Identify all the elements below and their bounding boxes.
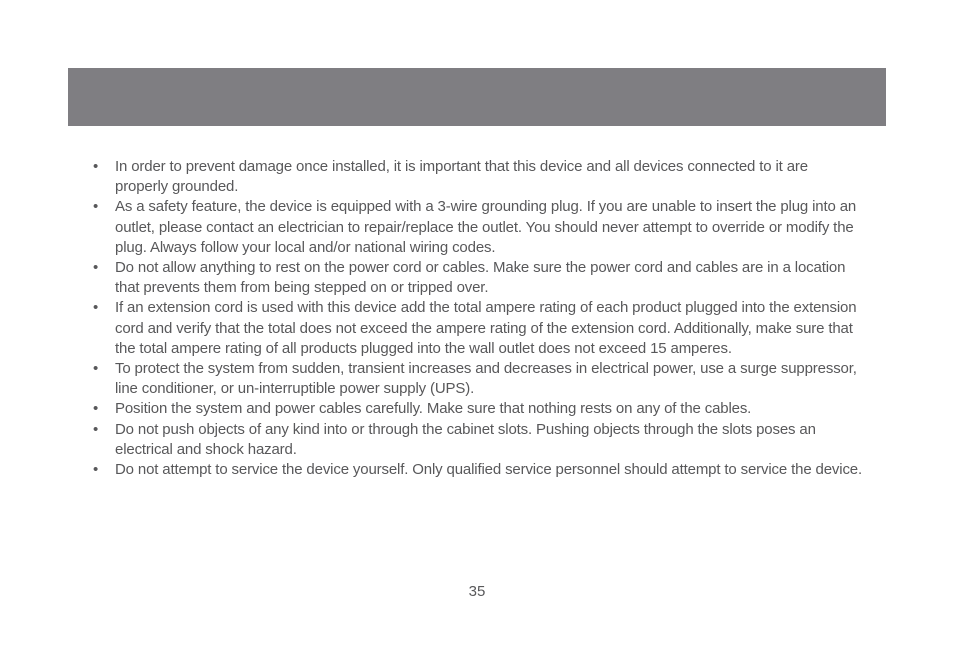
list-item-text: Do not allow anything to rest on the power cord or cables. Make sure the power cord and cables are in a location that prevents them from being stepped on or tripped over.: [115, 259, 846, 297]
list-item-text: Position the system and power cables carefully. Make sure that nothing rests on any of the cables.: [115, 400, 752, 418]
bullet-icon: •: [93, 420, 99, 438]
safety-bullet-list: [93, 157, 863, 480]
bullet-icon: •: [93, 299, 99, 317]
bullet-icon: •: [93, 198, 99, 216]
list-item: [93, 258, 863, 298]
list-item: [93, 399, 863, 419]
list-item-text: Do not push objects of any kind into or through the cabinet slots. Pushing objects through the slots poses an electrical and shock hazard.: [115, 420, 816, 458]
bullet-icon: •: [93, 461, 99, 479]
list-item: [93, 460, 863, 480]
page-number: 35: [468, 583, 486, 600]
list-item: [93, 420, 863, 460]
list-item-text: As a safety feature, the device is equipped with a 3-wire grounding plug. If you are unable to insert the plug into an outlet, please contact an electrician to repair/replace the outlet. You should never attempt to override or modify the plug. Always follow your local and/or national wiring codes.: [115, 198, 857, 256]
list-item-text: In order to prevent damage once installed, it is important that this device and all devices connected to it are properly grounded.: [115, 158, 808, 196]
bullet-icon: •: [93, 360, 99, 378]
bullet-icon: •: [93, 259, 99, 277]
header-bar: [68, 68, 886, 126]
bullet-icon: •: [93, 158, 99, 175]
list-item-text: Do not attempt to service the device yourself. Only qualified service personnel should attempt to service the device.: [115, 461, 863, 479]
list-item-text: To protect the system from sudden, transient increases and decreases in electrical power, use a surge suppressor, line conditioner, or un-interruptible power supply (UPS).: [115, 360, 857, 398]
list-item-text: If an extension cord is used with this device add the total ampere rating of each product plugged into the extension cord and verify that the total does not exceed the ampere rating of the extension cord. Additionally, make sure that the total ampere rating of all products plugged into the wall outlet does not exceed 15 amperes.: [115, 299, 857, 357]
list-item: [93, 197, 863, 258]
list-item: [93, 359, 863, 399]
list-item: [93, 298, 863, 359]
bullet-icon: •: [93, 400, 99, 418]
list-item: [93, 157, 863, 197]
